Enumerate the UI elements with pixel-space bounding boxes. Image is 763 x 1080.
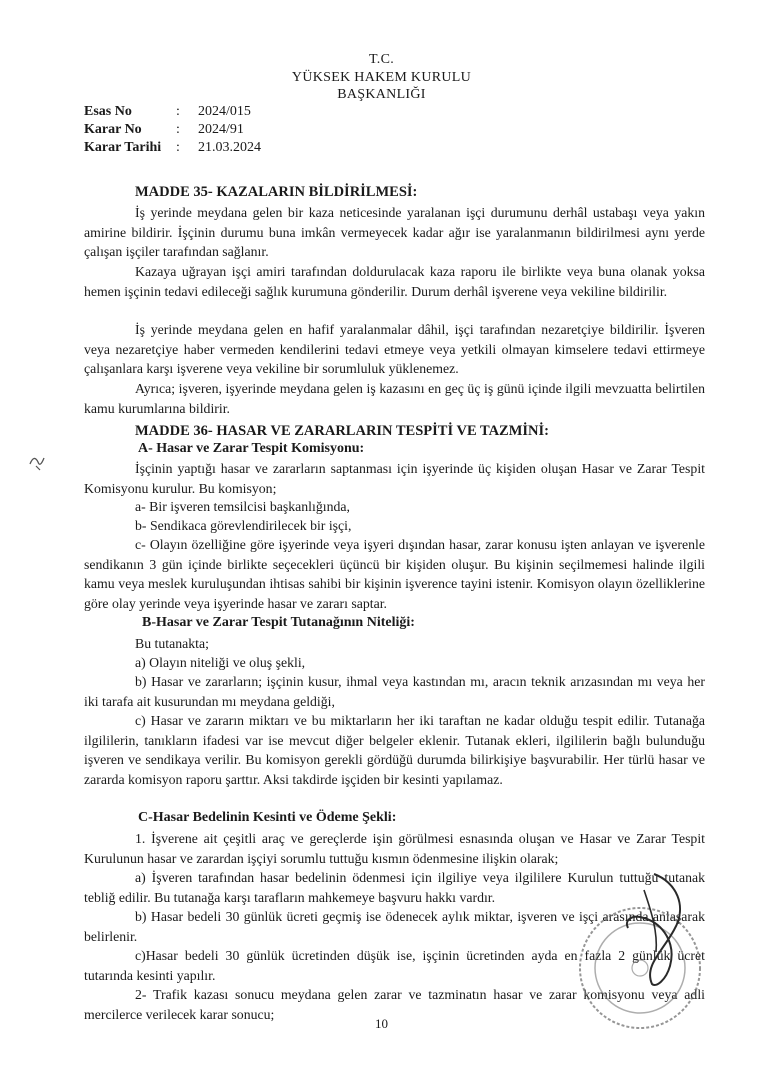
article35-paragraph: Kazaya uğrayan işçi amiri tarafından doldurulacak kaza raporu ile birlikte veya buna olanak yoksa hemen işçinin tedavi edileceği sağlık kurumuna gönderilir. Durum derhâl işverene veya vekiline bildirilir. [84, 264, 705, 299]
article35-paragraph: Ayrıca; işveren, işyerinde meydana gelen iş kazasını en geç üç iş günü içinde ilgili mevzuatta belirtilen kamu kurumlarına bildirir. [84, 381, 705, 416]
section-b-item: c) Hasar ve zararın miktarı ve bu miktarların her iki taraftan ne kadar olduğu tespit edilir. Tutanağa ilgililerin, tanıkların ifadesi var ise mevcut diğer belgeler eklenir. Tutanak ekleri, ilgililerin bağlı bulunduğu işveren ve sendikaya verilir. Bu komisyon gerekli gördüğü durumda bilirkişiye başvurabilir. Her türlü hasar ve zararda komisyon raporu şarttır. Aksi takdirde işçiden bir kesinti yapılamaz. [84, 713, 705, 787]
section-a-title: A- Hasar ve Zarar Tespit Komisyonu: [138, 441, 365, 456]
meta-karar-no: Karar No : 2024/91 [84, 122, 244, 137]
meta-key: Karar Tarihi [84, 140, 162, 155]
meta-key: Karar No [84, 122, 142, 137]
section-b-item: a) Olayın niteliği ve oluş şekli, [135, 655, 306, 670]
article35-title: MADDE 35- KAZALARIN BİLDİRİLMESİ: [135, 184, 418, 200]
meta-value: 2024/91 [198, 122, 244, 137]
margin-initial-mark [26, 450, 50, 474]
section-c-item: 1. İşverene ait çeşitli araç ve gereçlerde işin görülmesi esnasında oluşan ve Hasar ve Zarar Tespit Kurulunun hasar ve zarardan işçiyi sorumlu tuttuğu kısmın ödenmesine ilişkin olarak; [84, 831, 705, 866]
meta-key: Esas No [84, 104, 132, 119]
section-c-item: a) İşveren tarafından hasar bedelinin ödenmesi için ilgiliye veya ilgililere Kurulun tuttuğu tutanak tebliğ edilir. Bu tutanağa karşı tarafların mahkemeye başvuru hakkı vardır. [84, 870, 705, 905]
meta-value: 21.03.2024 [198, 140, 261, 155]
article35-paragraph: İş yerinde meydana gelen bir kaza neticesinde yaralanan işçi durumunu derhâl ustabaşı veya yakın amirine bildirir. İşçinin durumu buna imkân vermeyecek kadar ağır ise yaralanmanın bildirilmesi aynı yerde çalışan işçiler tarafından sağlanır. [84, 205, 705, 260]
section-c-item: 2- Trafik kazası sonucu meydana gelen zarar ve tazminatın hasar ve zarar komisyonu veya adli mercilerce verilecek karar sonucu; [84, 987, 705, 1022]
section-a-item: b- Sendikaca görevlendirilecek bir işçi, [135, 518, 352, 533]
header-institution: YÜKSEK HAKEM KURULU [291, 70, 472, 85]
section-c-title: C-Hasar Bedelinin Kesinti ve Ödeme Şekli: [138, 810, 397, 825]
signature [614, 868, 694, 992]
section-b-item: b) Hasar ve zararların; işçinin kusur, ihmal veya kastından mı, aracın teknik arızasından mı veya her iki tarafa ait kusurundan mı meydana geldiği, [84, 674, 705, 709]
header-department: BAŞKANLIĞI [337, 87, 426, 102]
section-c-item: b) Hasar bedeli 30 günlük ücreti geçmiş ise ödenecek aylık miktar, işveren ve işçi arasında anlaşarak belirlenir. [84, 909, 705, 944]
section-a-item: c- Olayın özelliğine göre işyerinde veya işyeri dışından hasar, zarar konusu işten anlayan ve işverenle sendikanın 3 gün içinde birlikte seçecekleri üçüncü bir kişiden oluşur. Bu kişinin seçilmemesi halinde ilgili kamu veya meslek kuruluşundan ihtisas sahibi bir kişinin işverence tayini istenir. Komisyon olayın özelliklerine göre olay yerinde veya işyerinde hasar ve zararı saptar. [84, 537, 705, 611]
article36-title: MADDE 36- HASAR VE ZARARLARIN TESPİTİ VE TAZMİNİ: [135, 423, 549, 439]
meta-value: 2024/015 [198, 104, 251, 119]
section-b-title: B-Hasar ve Zarar Tespit Tutanağının Niteliği: [142, 615, 415, 630]
page-number: 10 [375, 1016, 388, 1031]
header-tc: T.C. [368, 52, 395, 67]
section-a-intro: İşçinin yaptığı hasar ve zararların saptanması için işyerinde üç kişiden oluşan Hasar ve Zarar Tespit Komisyonu kurulur. Bu komisyon; [84, 461, 705, 496]
section-a-item: a- Bir işveren temsilcisi başkanlığında, [135, 499, 350, 514]
article35-paragraph: İş yerinde meydana gelen en hafif yaralanmalar dâhil, işçi tarafından nezaretçiye bildirilir. İşveren veya nezaretçiye haber vermeden kendilerini tedavi etmeye veya yetkili olmayan kimselere tedavi ettirmeye çalışanlara karşı işverene veya vekiline bir sorumluluk yüklenemez. [84, 322, 705, 377]
meta-karar-tarihi: Karar Tarihi : 21.03.2024 [84, 140, 261, 155]
section-b-intro: Bu tutanakta; [135, 636, 209, 651]
section-c-item: c)Hasar bedeli 30 günlük ücretinden düşük ise, işçinin ücretinden ayda en fazla 2 günlük ücret tutarında kesinti yapılır. [84, 948, 705, 983]
meta-esas-no: Esas No : 2024/015 [84, 104, 251, 119]
